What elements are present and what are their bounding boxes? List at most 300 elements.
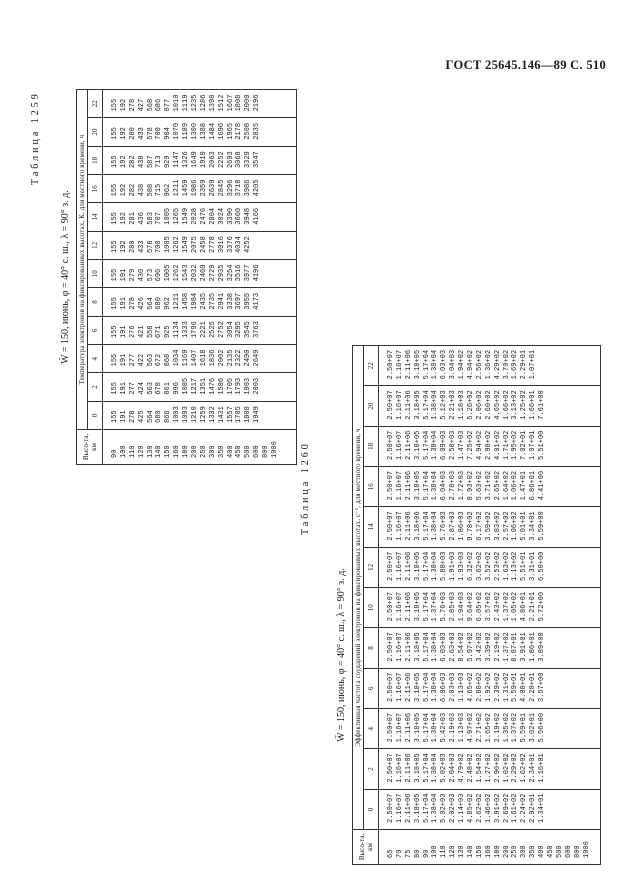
table-cell: 155: [111, 297, 119, 310]
table-cell: 1286: [199, 94, 208, 112]
table-cell: 4252: [244, 236, 253, 254]
table-cell: 1.13+03: [458, 672, 467, 703]
hour-header: 16: [364, 467, 379, 507]
table-cell: 1398: [208, 94, 217, 112]
table-cell: 3.42+02: [475, 632, 484, 662]
table-cell: 1.02+02: [502, 753, 511, 783]
table-cell: 6.50+00: [538, 551, 547, 582]
table-cell: 1.35+02: [502, 712, 511, 743]
height-value: 1000: [582, 841, 591, 858]
table-subtitle: Температура электронов на фиксированных высотах, К, для местного времени, ч: [77, 90, 88, 430]
table-cell: 1.86+03: [458, 511, 467, 541]
data-column: [379, 346, 601, 386]
table-cell: 2.88+02: [475, 672, 484, 703]
table-cell: 6.06+03: [440, 672, 449, 703]
table-cell: 2.50+07: [387, 753, 395, 783]
table-cell: 1.62+02: [520, 753, 529, 783]
table-cell: 278: [128, 410, 137, 423]
table-cell: 3.83+02: [493, 511, 502, 541]
height-value: 160: [484, 845, 493, 858]
table-cell: 1.37+04: [431, 591, 440, 622]
table-cell: 192: [119, 155, 128, 169]
table-cell: 1119: [182, 94, 191, 112]
table-cell: 2.50+07: [387, 712, 395, 743]
table-cell: 5.59+01: [520, 712, 529, 743]
table-cell: 2.11+06: [404, 390, 413, 420]
data-table: [352, 345, 601, 865]
table-cell: 2804: [208, 207, 217, 225]
data-column: [103, 146, 297, 174]
table-cell: 1.86+01: [529, 632, 538, 662]
table-cell: 904: [164, 127, 173, 140]
table-cell: 2.39+02: [493, 672, 502, 703]
table-cell: 1134: [173, 321, 182, 339]
table-cell: 155: [111, 268, 119, 282]
table-cell: 1.71+02: [502, 430, 511, 461]
hour-header: 0: [364, 789, 379, 829]
table-cell: 1965: [226, 122, 235, 140]
table-cell: 191: [119, 297, 128, 310]
table-cell: 421: [137, 325, 146, 339]
table-cell: 1618: [199, 349, 208, 367]
table-cell: 155: [111, 382, 119, 395]
height-value: 600: [253, 445, 262, 458]
table-cell: 1.95+02: [511, 430, 520, 461]
hour-header: 20: [88, 118, 103, 146]
table-cell: 5.26+02: [467, 390, 476, 420]
table-cell: 425: [137, 410, 146, 423]
table-cell: 1512: [217, 94, 226, 112]
data-column: [379, 547, 601, 587]
hour-header: 14: [88, 203, 103, 231]
table-cell: 427: [137, 98, 146, 112]
table-cell: 1169: [182, 349, 191, 367]
table-cell: 2.50+07: [387, 632, 395, 662]
table-cell: 5.63+02: [475, 470, 484, 501]
height-value: 120: [137, 445, 146, 458]
table-cell: 2.11+06: [404, 712, 413, 743]
table-cell: 7.25+02: [467, 430, 476, 461]
table-cell: 4173: [253, 292, 262, 310]
table-cell: 1.36+02: [484, 349, 493, 380]
hour-header: 10: [364, 588, 379, 628]
table-cell: 6.05+02: [475, 591, 484, 622]
table-cell: 1211: [173, 179, 182, 197]
table-cell: 3390: [226, 207, 235, 225]
table-cell: 564: [146, 410, 155, 423]
table-cell: 2.28+01: [529, 672, 538, 703]
table-cell: 5.17+04: [422, 470, 431, 501]
table-cell: 2.34+01: [529, 753, 538, 783]
table-cell: 2.11+06: [404, 551, 413, 582]
table-cell: 3.70+02: [502, 349, 511, 380]
table-cell: 3.62+02: [475, 551, 484, 582]
table-cell: 1407: [191, 349, 200, 367]
table-cell: 1484: [208, 122, 217, 140]
table-cell: 2835: [253, 122, 262, 140]
table-cell: 1.92+02: [484, 672, 493, 703]
table-cell: 1.72+03: [458, 470, 467, 501]
table-cell: 277: [128, 382, 137, 395]
table-cell: 3068: [235, 151, 244, 169]
table-cell: 1388: [199, 122, 208, 140]
table-cell: 2.50+07: [387, 390, 395, 420]
table-cell: 578: [146, 240, 155, 254]
table-cell: 2.62+02: [475, 793, 484, 823]
table-cell: 2.50+07: [387, 591, 395, 622]
table-cell: 281: [128, 212, 137, 225]
table-cell: 5.51+00: [538, 430, 547, 461]
table-cell: 1.38+04: [431, 349, 440, 380]
table-cell: 1.06+02: [511, 470, 520, 501]
height-value: 130: [146, 445, 155, 458]
table-cell: 1005: [164, 264, 173, 282]
data-column: [103, 90, 297, 118]
data-column: [103, 288, 297, 316]
table-cell: 1262: [173, 236, 182, 254]
table-cell: 1.47+01: [520, 470, 529, 501]
table-cell: 8.87+01: [511, 632, 520, 662]
hour-header: 18: [364, 426, 379, 466]
table-cell: 686: [155, 98, 164, 112]
table-cell: 2002: [217, 349, 226, 367]
table-cell: 3697: [235, 292, 244, 310]
table-cell: 5.17+04: [422, 591, 431, 622]
table-cell: 1.38+04: [431, 672, 440, 703]
table-cell: 282: [128, 183, 137, 197]
table-cell: 671: [155, 325, 164, 339]
table-cell: 2.11+06: [404, 632, 413, 662]
table-cell: 5.76+03: [440, 591, 449, 622]
data-column: [103, 260, 297, 288]
table-cell: 2196: [253, 94, 262, 112]
corner-label: Высо-та, км: [353, 830, 379, 865]
data-column: [379, 668, 601, 708]
table-cell: 3.02+01: [529, 712, 538, 743]
table-cell: 2.04+03: [449, 753, 458, 783]
table-cell: 192: [119, 127, 128, 140]
table-cell: 2752: [217, 321, 226, 339]
table-cell: 1.38+04: [431, 753, 440, 783]
height-column: [103, 430, 297, 465]
table-cell: 707: [155, 212, 164, 225]
table-cell: 5.17+04: [422, 672, 431, 703]
height-value: 800: [262, 445, 271, 458]
table-cell: 715: [155, 183, 164, 197]
table-cell: 3.18+05: [413, 551, 422, 582]
height-value: 100: [119, 445, 128, 458]
table-cell: 2252: [217, 151, 226, 169]
table-cell: 9.64+02: [467, 591, 476, 622]
table-cell: 583: [146, 212, 155, 225]
height-value: 140: [155, 445, 164, 458]
height-value: 200: [502, 845, 511, 858]
table-cell: 6.86+01: [529, 470, 538, 501]
table-cell: 3.71+02: [484, 470, 493, 501]
table-cell: 568: [146, 98, 155, 112]
table-cell: 2.48+02: [467, 753, 476, 783]
table-cell: 278: [128, 98, 137, 112]
data-column: [103, 231, 297, 259]
table-cell: 426: [137, 297, 146, 310]
table-cell: 1.37+02: [502, 591, 511, 622]
height-value: 250: [199, 445, 208, 458]
table-cell: 3329: [244, 151, 253, 169]
height-value: 150: [164, 445, 173, 458]
table-cell: 1.16+07: [395, 712, 404, 743]
table-cell: 713: [155, 155, 164, 169]
table-cell: 5.17+04: [422, 753, 431, 783]
table-cell: 3516: [235, 264, 244, 282]
height-value: 400: [226, 445, 235, 458]
table-cell: 3.18+05: [413, 349, 422, 380]
hour-header: 8: [88, 288, 103, 316]
table-cell: 1.13+02: [511, 551, 520, 582]
table-cell: 5.17+04: [422, 632, 431, 662]
table-cell: 5.02+03: [440, 793, 449, 823]
table-cell: 5.02+03: [440, 753, 449, 783]
table-cell: 155: [111, 183, 119, 197]
table-cell: 438: [137, 155, 146, 169]
table-cell: 2845: [217, 179, 226, 197]
table-cell: 2.90+02: [493, 753, 502, 783]
table-cell: 7.02+01: [520, 430, 529, 461]
table-cell: 3.52+02: [484, 551, 493, 582]
hour-header: 20: [364, 386, 379, 426]
table-cell: 2075: [191, 236, 200, 254]
table-cell: 1.07+01: [529, 430, 538, 461]
table-cell: 3.18+06: [413, 511, 422, 541]
table-cell: 4196: [253, 264, 262, 282]
table-cell: 4.86+01: [520, 591, 529, 622]
table-cell: 3.13+02: [511, 390, 520, 420]
table-cell: 191: [119, 268, 128, 282]
table-cell: 1.16+07: [395, 753, 404, 783]
height-value: 350: [529, 845, 538, 858]
data-table: [76, 89, 297, 465]
table-cell: 2.92+01: [529, 793, 538, 823]
table-cell: 1326: [182, 151, 191, 169]
table-cell: 1217: [191, 377, 200, 395]
table-cell: 563: [146, 382, 155, 395]
table-cell: 5.17+04: [422, 793, 431, 823]
table-cell: 1986: [191, 179, 200, 197]
table-cell: 1458: [182, 292, 191, 310]
table-cell: 4.01+02: [493, 430, 502, 461]
table-cell: 5.97+02: [467, 632, 476, 662]
table-cell: 3955: [244, 292, 253, 310]
table-cell: 2.11+06: [404, 591, 413, 622]
table-cell: 680: [155, 297, 164, 310]
table-cell: 6.03+03: [440, 632, 449, 662]
table-cell: 3016: [217, 236, 226, 254]
table-cell: 5.72+00: [538, 591, 547, 622]
table-cell: 2.57+02: [502, 511, 511, 541]
table-cell: 155: [111, 127, 119, 140]
height-value: 500: [244, 445, 253, 458]
table-cell: 3948: [244, 207, 253, 225]
corner-label: Высо-та, км: [77, 430, 103, 465]
table-cell: 280: [128, 127, 137, 140]
table-cell: 1.38+04: [431, 470, 440, 501]
table-cell: 564: [146, 297, 155, 310]
table-cell: 2735: [208, 292, 217, 310]
table-cell: 8.93+02: [467, 470, 476, 501]
table-cell: 430: [137, 268, 146, 282]
table-cell: 1.14+03: [458, 793, 467, 823]
table-cell: 2.78+03: [449, 470, 458, 501]
table-cell: 1.27+02: [484, 753, 493, 783]
height-value: 450: [547, 845, 556, 858]
table-cell: 3.04+03: [449, 349, 458, 380]
table-cell: 573: [146, 268, 155, 282]
table-cell: 3024: [217, 207, 226, 225]
table-cell: 1836: [208, 349, 217, 367]
table-cell: 2000: [244, 94, 253, 112]
table-cell: 678: [155, 382, 164, 395]
data-column: [103, 175, 297, 203]
table-cell: 2.19+02: [493, 712, 502, 743]
height-value: 450: [235, 445, 244, 458]
table-cell: 1300: [191, 122, 200, 140]
table-cell: 3547: [253, 151, 262, 169]
table-cell: 2.50+07: [387, 551, 395, 582]
table-cell: 3.18+05: [413, 632, 422, 662]
table-cell: 2.24+02: [520, 793, 529, 823]
height-value: 500: [555, 845, 564, 858]
height-value: 90: [422, 849, 431, 858]
table-cell: 8.54+02: [458, 632, 467, 662]
table-number: Таблица 1260: [300, 441, 311, 535]
table-cell: 3.18+05: [413, 430, 422, 461]
table-cell: 1.66+02: [502, 390, 511, 420]
table-cell: 4.94+02: [467, 349, 476, 380]
table-cell: 929: [164, 155, 173, 169]
table-cell: 1.16+07: [395, 632, 404, 662]
table-cell: 578: [146, 127, 155, 140]
table-cell: 5.17+04: [422, 511, 431, 541]
table-cell: 2.43+02: [493, 591, 502, 622]
hour-header: 6: [364, 668, 379, 708]
table-cell: 5.01+01: [520, 511, 529, 541]
table-cell: 1549: [182, 236, 191, 254]
table-cell: 2.69+02: [502, 793, 511, 823]
table-cell: 2.50+07: [387, 349, 395, 380]
table-cell: 1431: [217, 406, 226, 423]
table-cell: 1.16+07: [395, 430, 404, 461]
table-cell: 1.06+02: [511, 511, 520, 541]
table-cell: 2.19+03: [449, 712, 458, 743]
table-cell: 2.50+07: [387, 470, 395, 501]
data-column: [379, 628, 601, 668]
table-cell: 191: [119, 382, 128, 395]
table-cell: 6.04+03: [440, 470, 449, 501]
table-cell: 1.66+01: [529, 390, 538, 420]
table-cell: 1.16+07: [395, 511, 404, 541]
data-column: [379, 588, 601, 628]
table-cell: 5.12+03: [440, 390, 449, 420]
table-cell: 1543: [182, 264, 191, 282]
table-cell: 3.34+01: [529, 511, 538, 541]
table-cell: 2.11+06: [404, 672, 413, 703]
table-cell: 2490: [244, 349, 253, 367]
table-cell: 6.03+03: [440, 349, 449, 380]
table-cell: 1.93+03: [458, 551, 467, 582]
table-cell: 1005: [164, 236, 173, 254]
table-cell: 1808: [235, 94, 244, 112]
hour-header: 22: [88, 90, 103, 118]
table-cell: 276: [128, 325, 137, 339]
table-cell: 4.41+00: [538, 470, 547, 501]
table-cell: 563: [146, 353, 155, 367]
table-cell: 5.17+04: [422, 430, 431, 461]
table-cell: 3296: [226, 179, 235, 197]
table-cell: 1549: [182, 207, 191, 225]
table-cell: 155: [111, 98, 119, 112]
table-cell: 2.06+02: [475, 390, 484, 420]
table-cell: 3.18+05: [413, 753, 422, 783]
data-column: [379, 467, 601, 507]
hour-header: 12: [88, 231, 103, 259]
table-cell: 1.65+02: [484, 712, 493, 743]
table-cell: 1.16+07: [395, 470, 404, 501]
table-cell: 1903: [244, 377, 253, 395]
height-value: 120: [449, 845, 458, 858]
table-cell: 4.08+01: [520, 672, 529, 703]
table-cell: 2.29+02: [511, 753, 520, 783]
hour-header: 18: [88, 146, 103, 174]
table-cell: 4.85+02: [467, 793, 476, 823]
table-cell: 155: [111, 212, 119, 225]
table-cell: 422: [137, 353, 146, 367]
table-cell: 3.18+05: [413, 793, 422, 823]
table-cell: 1333: [182, 321, 191, 339]
table-cell: 1.38+04: [431, 632, 440, 662]
table-cell: 1.13+03: [458, 712, 467, 743]
height-value: 180: [182, 445, 191, 458]
table-cell: 3.57+00: [538, 672, 547, 703]
table-cell: 7.61+00: [538, 390, 547, 420]
table-cell: 3.91+02: [493, 793, 502, 823]
table-cell: 3.39+02: [484, 632, 493, 662]
table-cell: 5.76+03: [440, 511, 449, 541]
table-cell: 1.25+02: [520, 390, 529, 420]
table-cell: 155: [111, 155, 119, 169]
hour-header: 8: [364, 628, 379, 668]
table-cell: 861: [164, 382, 173, 395]
table-cell: 1.38+04: [431, 511, 440, 541]
hour-header: 14: [364, 507, 379, 547]
table-cell: 1093: [182, 406, 191, 423]
table-cell: 2.19+02: [493, 632, 502, 662]
table-cell: 1459: [182, 179, 191, 197]
table-cell: 1.46+02: [484, 793, 493, 823]
table-cell: 1351: [199, 377, 208, 395]
table-cell: 925: [164, 325, 173, 339]
height-value: 140: [467, 845, 476, 858]
table-cell: 1808: [244, 406, 253, 423]
table-cell: 192: [119, 98, 128, 112]
table-cell: 3254: [226, 264, 235, 282]
table-cell: 1.38+04: [431, 793, 440, 823]
height-value: 300: [520, 845, 529, 858]
table-cell: 1.38+04: [431, 430, 440, 461]
table-subtitle: Эффективная частота соударений электронов на фиксированных высотах, с⁻¹, для местного времени, ч: [353, 346, 364, 830]
table-cell: 433: [137, 127, 146, 140]
hour-header: 16: [88, 175, 103, 203]
data-column: [379, 749, 601, 789]
table-cell: 2.56+02: [475, 349, 484, 380]
